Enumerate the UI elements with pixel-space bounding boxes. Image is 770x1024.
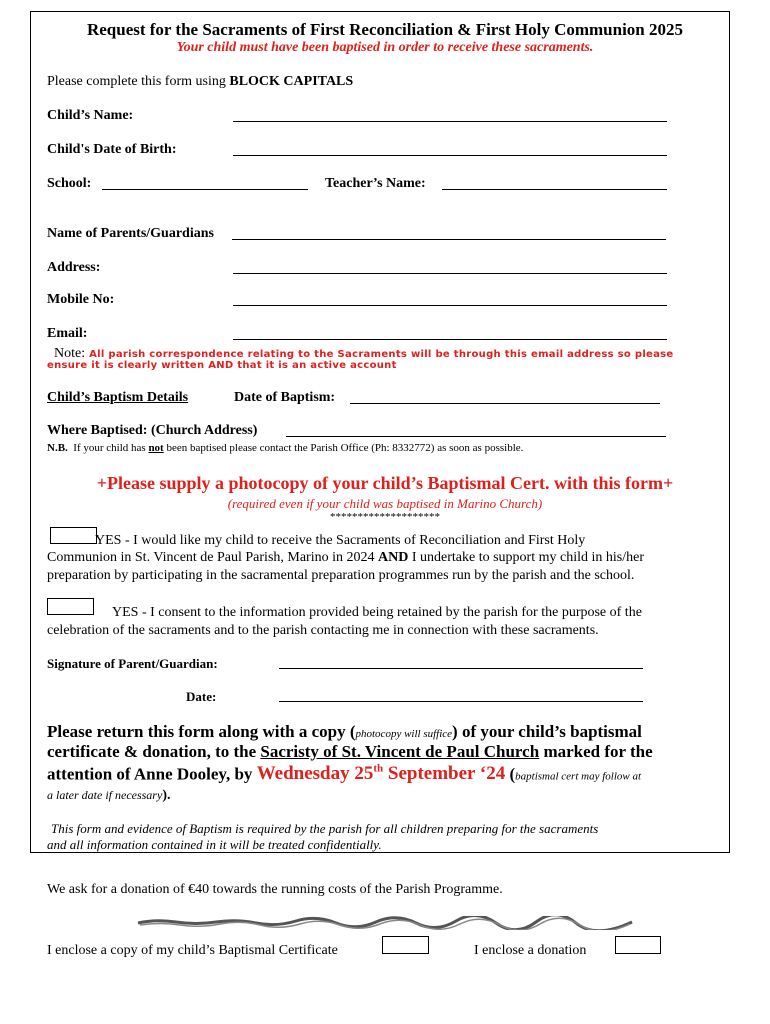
return-line-2: certificate & donation, to the Sacristy of St. Vincent de Paul Church marked for the <box>47 742 653 761</box>
enclose-donation-label: I enclose a donation <box>474 943 587 958</box>
consent-receive-line-3: preparation by participating in the sacramental preparation programmes run by the parish and the school. <box>47 568 635 583</box>
return-deadline: Wednesday 25th September ‘24 <box>256 763 506 785</box>
return-line-4: a later date if necessary). <box>47 788 171 803</box>
child-name-field[interactable] <box>233 121 667 122</box>
signature-date-label: Date: <box>186 689 217 704</box>
signature-date-field[interactable] <box>279 701 643 702</box>
return-line-3: attention of Anne Dooley, by Wednesday 25th September ‘24 (baptismal cert may follow at <box>47 763 642 785</box>
where-baptised-label: Where Baptised: (Church Address) <box>47 423 258 438</box>
email-field[interactable] <box>233 339 667 340</box>
baptism-heading: Child’s Baptism Details <box>47 390 189 405</box>
enclose-cert-checkbox[interactable] <box>382 936 429 954</box>
consent-receive-line-1: YES - I would like my child to receive the Sacraments of Reconciliation and First Holy <box>95 533 586 548</box>
teacher-field[interactable] <box>442 189 667 190</box>
confidential-line-1: This form and evidence of Baptism is required by the parish for all children preparing for the sacraments <box>51 821 599 836</box>
school-field[interactable] <box>102 189 308 190</box>
enclose-cert-label: I enclose a copy of my child’s Baptismal Certificate <box>47 943 338 958</box>
confidential-line-2: and all information contained in it will be treated confidentially. <box>47 837 382 852</box>
note-line-1: All parish correspondence relating to the Sacraments will be through this email address so please <box>89 349 674 360</box>
where-baptised-field[interactable] <box>286 436 666 437</box>
address-label: Address: <box>47 260 101 275</box>
consent-data-line-1: YES - I consent to the information provided being retained by the parish for the purpose of the <box>112 605 642 620</box>
address-field[interactable] <box>233 273 667 274</box>
consent-data-checkbox[interactable] <box>47 598 94 615</box>
consent-receive-line-2: Communion in St. Vincent de Paul Parish, Marino in 2024 AND I undertake to support my child in his/her <box>47 550 644 565</box>
photocopy-heading: +Please supply a photocopy of your child’s Baptismal Cert. with this form+ <box>96 473 674 493</box>
instructions: Please complete this form using BLOCK CAPITALS <box>47 74 354 89</box>
email-label: Email: <box>47 326 88 341</box>
stars-divider: ******************** <box>330 511 440 523</box>
note-line-2: ensure it is clearly written AND that it is an active account <box>47 360 397 371</box>
child-dob-label: Child's Date of Birth: <box>47 142 177 157</box>
signature-label: Signature of Parent/Guardian: <box>47 656 218 671</box>
donation-text: We ask for a donation of €40 towards the running costs of the Parish Programme. <box>47 882 503 897</box>
child-dob-field[interactable] <box>233 155 667 156</box>
form-title: Request for the Sacraments of First Reconciliation & First Holy Communion 2025 <box>86 20 684 39</box>
signature-field[interactable] <box>279 668 643 669</box>
return-line-1: Please return this form along with a copy (photocopy will suffice) of your child’s baptismal <box>47 722 642 741</box>
nb-note: N.B. If your child has not been baptised please contact the Parish Office (Ph: 8332772) as soon as possible. <box>47 442 524 454</box>
consent-receive-checkbox[interactable] <box>50 527 97 544</box>
teacher-label: Teacher’s Name: <box>325 176 426 191</box>
school-label: School: <box>47 176 92 191</box>
consent-data-line-2: celebration of the sacraments and to the parish contacting me in connection with these sacraments. <box>47 623 599 638</box>
parents-field[interactable] <box>232 239 666 240</box>
mobile-field[interactable] <box>233 305 667 306</box>
mobile-label: Mobile No: <box>47 292 115 307</box>
baptism-date-field[interactable] <box>350 403 660 404</box>
baptism-date-label: Date of Baptism: <box>234 390 336 405</box>
note-label: Note: <box>54 346 86 361</box>
photocopy-subheading: (required even if your child was baptised in Marino Church) <box>227 496 543 511</box>
form-subtitle: Your child must have been baptised in order to receive these sacraments. <box>176 40 594 55</box>
wavy-divider <box>136 916 634 930</box>
enclose-donation-checkbox[interactable] <box>615 936 661 954</box>
parents-label: Name of Parents/Guardians <box>47 226 214 241</box>
child-name-label: Child’s Name: <box>47 108 134 123</box>
